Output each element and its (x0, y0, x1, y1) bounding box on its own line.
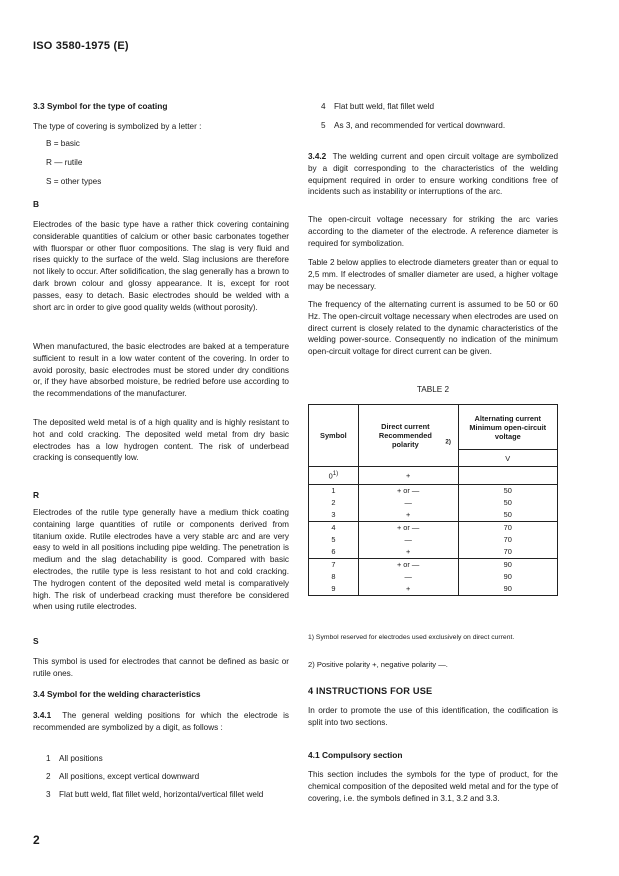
position-text: Flat butt weld, flat fillet weld (334, 102, 435, 111)
section-3-4-1-number: 3.4.1 (33, 711, 52, 720)
table-caption: TABLE 2 (416, 385, 450, 394)
position-item-4 (308, 101, 571, 113)
table-row-group-1 (309, 485, 558, 522)
table-footnote-2: 2) Positive polarity +, negative polarity —. (308, 660, 448, 669)
table-2 (308, 404, 558, 596)
position-text: All positions (59, 754, 103, 763)
basic-paragraph-3: The deposited weld metal is of a high quality and is highly resistant to hot and cold cracking. The deposited weld metal from dry basic electrodes has a low hydrogen content. The risk of underbead cracking is consequently low. (33, 418, 289, 463)
position-number: 4 (321, 102, 326, 111)
footnote-ref-1: 1) (332, 470, 339, 478)
position-text: All positions, except vertical downward (59, 772, 200, 781)
col-header-direct-current-text: Direct current Recommended polarity (378, 422, 432, 449)
other-types-heading: S (33, 636, 39, 646)
table2-applies-paragraph: Table 2 below applies to electrode diameters greater than or equal to 2,5 mm. If electrodes of smaller diameter are used, a higher voltage may be necessary. (308, 258, 558, 291)
table-footnote-1: 1) Symbol reserved for electrodes used exclusively on direct current. (308, 634, 515, 641)
coating-code-rutile: R — rutile (46, 158, 83, 167)
section-4-1-paragraph: This section includes the symbols for the type of product, for the chemical composition of the deposited weld metal and for the type of covering, i.e. the symbols defined in 3.1, 3.2 and 3.3. (308, 770, 558, 803)
section-3-3-intro: The type of covering is symbolized by a letter : (33, 122, 202, 131)
col-header-alternating-current: Alternating current Minimum open-circuit voltage (458, 405, 557, 450)
other-types-paragraph: This symbol is used for electrodes that cannot be defined as basic or rutile ones. (33, 657, 289, 678)
coating-code-other: S = other types (46, 177, 102, 186)
cell-symbol: 0$^{1)}$ (309, 467, 359, 485)
open-circuit-paragraph: The open-circuit voltage necessary for striking the arc varies according to the diameter of the electrode. A reference diameter is required for symbolization. (308, 215, 558, 248)
coating-code-basic: B = basic (46, 139, 80, 148)
table-row-group-3 (309, 559, 558, 596)
position-text: Flat butt weld, flat fillet weld, horizontal/vertical fillet weld (59, 790, 264, 799)
cell-symbols: 4 5 6 (309, 522, 359, 559)
position-number: 1 (46, 754, 51, 763)
cell-ac: 70 70 70 (458, 522, 557, 559)
position-number: 2 (46, 772, 51, 781)
col-header-unit: V (458, 450, 557, 467)
section-3-4-heading: 3.4 Symbol for the welding characteristics (33, 689, 201, 699)
footnote-ref-2: 2) (445, 438, 451, 446)
cell-dc: + or — — + (358, 559, 458, 596)
position-text: As 3, and recommended for vertical downward. (334, 121, 506, 130)
rutile-paragraph: Electrodes of the rutile type generally have a medium thick coating containing large quantities of rutile or components derived from titanium oxide. Rutile electrodes have a very stable arc and are very easy to weld in all positions including pipe welding. The penetration is medium and the slag detachability is good. Compared with basic electrodes, the rutile type is less resistant to hot and cold cracking. The hydrogen content of the deposited weld metal is comparatively high. The risk of underbead cracking must therefore be considered when using rutile electrodes. (33, 508, 289, 612)
position-number: 5 (321, 121, 326, 130)
position-number: 3 (46, 790, 51, 799)
section-4-paragraph: In order to promote the use of this identification, the codification is split into two sections. (308, 706, 558, 727)
page-number: 2 (33, 833, 40, 847)
section-3-4-1-text: The general welding positions for which the electrode is recommended are symbolized by a digit, as follows : (33, 711, 289, 732)
position-item-5 (308, 120, 571, 132)
cell-symbols: 7 8 9 (309, 559, 359, 596)
cell-symbols: 1 2 3 (309, 485, 359, 522)
frequency-paragraph: The frequency of the alternating current is assumed to be 50 or 60 Hz. The open-circuit voltage necessary when electrodes are used on direct current is closely related to the dynamic characteristics of the welding power-source. Consequently no indication of the minimum open-circuit voltage for direct current can be given. (308, 300, 558, 357)
table-row-group-2 (309, 522, 558, 559)
cell-ac (458, 467, 557, 485)
section-3-4-2-text: The welding current and open circuit voltage are symbolized by a digit corresponding to the characteristics of the welding equipment required in order to ensure working conditions free of incidents such as instability or interruptions of the arc. (308, 152, 558, 197)
cell-dc: + or — — + (358, 522, 458, 559)
col-header-symbol: Symbol (309, 405, 359, 467)
cell-ac: 90 90 90 (458, 559, 557, 596)
basic-paragraph-1: Electrodes of the basic type have a rather thick covering containing considerable quantities of calcium or other basic carbonates together with fluorspar or other fluor compositions. The slag is very fluid and rises quickly to the surface of the weld. Slag inclusions are therefore not likely to occur. After solidification, the slag generally has a brown to dark brown colour and glossy appearance. It is, except for root passes, easy to detach. Basic electrodes should be welded with a short arc in order to give good quality welds (without porosity). (33, 220, 289, 312)
position-item-2 (33, 771, 302, 783)
col-header-direct-current (358, 405, 458, 467)
basic-heading: B (33, 199, 40, 209)
cell-dc: + or — — + (358, 485, 458, 522)
section-3-4-2-paragraph (308, 151, 558, 198)
cell-ac: 50 50 50 (458, 485, 557, 522)
section-4-heading: 4 INSTRUCTIONS FOR USE (308, 686, 433, 696)
section-3-4-1-paragraph (33, 710, 289, 734)
position-item-1 (33, 753, 302, 765)
section-4-1-heading: 4.1 Compulsory section (308, 750, 403, 760)
rutile-heading: R (33, 490, 40, 500)
position-item-3 (33, 789, 289, 801)
table-row (309, 467, 558, 485)
section-3-3-heading: 3.3 Symbol for the type of coating (33, 101, 168, 111)
basic-paragraph-2: When manufactured, the basic electrodes are baked at a temperature sufficient to result in a low water content of the covering. In order to avoid porosity, basic electrodes must be stored under dry conditions or, if they have absorbed moisture, be redried before use according to the recommendations of the manufacturer. (33, 342, 289, 399)
cell-dc: + (358, 467, 458, 485)
standard-header: ISO 3580-1975 (E) (33, 40, 129, 52)
section-3-4-2-number: 3.4.2 (308, 152, 327, 161)
